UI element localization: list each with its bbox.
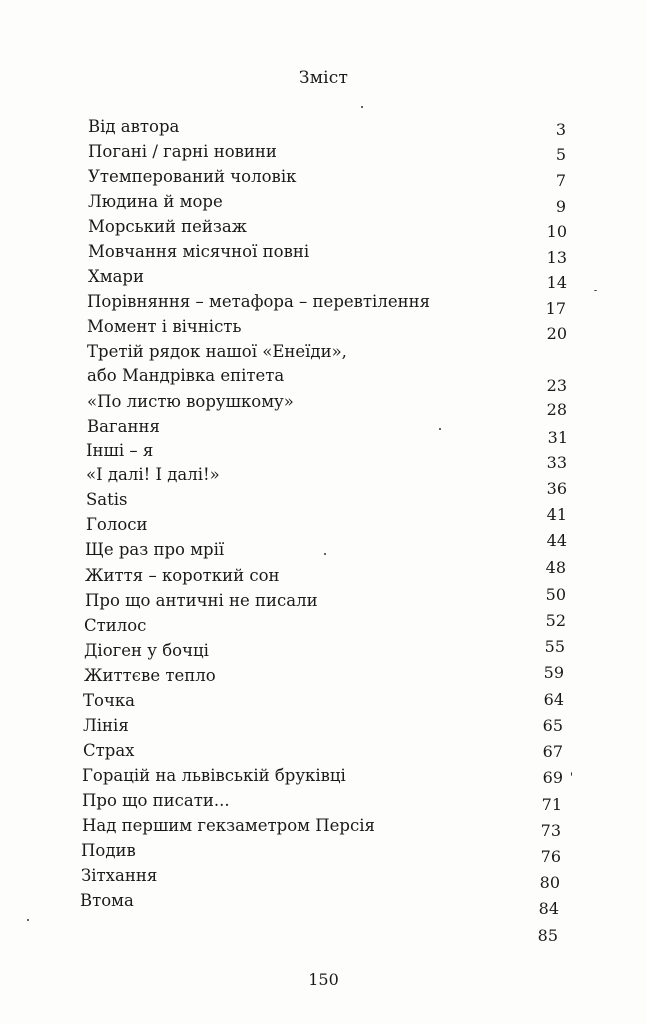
toc-entry-title: Подив bbox=[81, 841, 136, 860]
toc-entry bbox=[88, 215, 588, 241]
toc-entry-title: Життя – короткий сон bbox=[85, 566, 280, 585]
toc-entry-page-number: 52 bbox=[545, 611, 566, 630]
toc-entry-title: Satis bbox=[86, 490, 128, 509]
toc-entry bbox=[88, 165, 588, 191]
toc-entry-title: Порівняння – метафора – перевтілення bbox=[87, 292, 430, 311]
toc-entry bbox=[80, 889, 580, 945]
toc-entry-page-number: 13 bbox=[546, 248, 567, 267]
print-speck bbox=[324, 553, 326, 555]
toc-entry bbox=[88, 115, 588, 141]
toc-entry-title: Точка bbox=[83, 691, 135, 710]
toc-entry-page-number: 14 bbox=[546, 273, 567, 292]
toc-entry-title: Момент і вічність bbox=[87, 317, 242, 336]
toc-entry bbox=[87, 340, 587, 395]
toc-entry-title: Про що античні не писали bbox=[85, 591, 318, 610]
toc-entry-title: Інші – я bbox=[86, 441, 154, 460]
toc-entry-title: Погані / гарні новини bbox=[88, 142, 277, 161]
toc-entry bbox=[88, 190, 588, 216]
toc-entry-title: Вагання bbox=[87, 417, 160, 436]
toc-entry bbox=[87, 315, 587, 341]
toc-entry-title: «І далі! І далі!» bbox=[86, 465, 220, 484]
toc-entry-title: Третій рядок нашої «Енеїди», bbox=[87, 342, 347, 361]
toc-entry-page-number: 41 bbox=[546, 505, 567, 524]
toc-entry-title: Мовчання місячної повні bbox=[88, 242, 310, 261]
toc-entry-title: Стилос bbox=[84, 616, 147, 635]
toc-entry-title: Зітхання bbox=[81, 866, 158, 885]
toc-entry-title: Про що писати... bbox=[82, 791, 230, 810]
toc-entry bbox=[87, 390, 587, 419]
toc-entry bbox=[88, 265, 588, 291]
toc-entry-title-continued: або Мандрівка епітета bbox=[87, 366, 285, 385]
toc-entry bbox=[86, 488, 586, 524]
toc-entry-page-number: 10 bbox=[546, 222, 567, 241]
toc-heading: Зміст bbox=[298, 68, 349, 88]
print-speck bbox=[439, 428, 441, 430]
toc-entry-page-number: 48 bbox=[545, 558, 566, 577]
toc-entry-title: «По листю ворушкому» bbox=[87, 392, 294, 411]
toc-entry-page-number: 20 bbox=[546, 324, 567, 343]
toc-entry-page-number: 44 bbox=[546, 531, 567, 550]
toc-entry bbox=[86, 463, 586, 498]
toc-entry-page-number: 31 bbox=[547, 428, 568, 447]
toc-entry bbox=[88, 140, 588, 166]
toc-entry-page-number: 50 bbox=[545, 585, 566, 604]
toc-entry-page-number: 59 bbox=[543, 663, 564, 682]
toc-entry-title: Страх bbox=[83, 741, 135, 760]
toc-entry-page-number: 5 bbox=[555, 145, 566, 164]
toc-entry-page-number: 33 bbox=[546, 453, 567, 472]
toc-entry-title: Голоси bbox=[86, 515, 148, 534]
toc-entry-title: Від автора bbox=[88, 117, 180, 136]
print-speck bbox=[594, 290, 597, 291]
toc-entry-page-number: 36 bbox=[546, 479, 567, 498]
toc-entry bbox=[88, 240, 588, 266]
toc-entry-page-number: 28 bbox=[546, 400, 567, 419]
page-number: 150 bbox=[308, 970, 339, 989]
print-speck bbox=[571, 772, 572, 776]
toc-entry-page-number: 55 bbox=[544, 637, 565, 656]
toc-entry bbox=[87, 290, 587, 316]
toc-entry-page-number: 23 bbox=[546, 376, 567, 395]
toc-entry-title: Морський пейзаж bbox=[88, 217, 247, 236]
print-speck bbox=[27, 919, 29, 921]
toc-entry-title: Діоген у бочці bbox=[84, 641, 209, 660]
toc-entry-page-number: 80 bbox=[539, 873, 560, 892]
toc-entry-page-number: 3 bbox=[555, 120, 566, 139]
toc-entry-title: Людина й море bbox=[88, 192, 223, 211]
toc-entry-page-number: 76 bbox=[540, 847, 561, 866]
toc-entry-title: Хмари bbox=[88, 267, 144, 286]
toc-entry-title: Над першим гекзаметром Персія bbox=[82, 816, 375, 835]
toc-entry-title: Горацій на львівській бруківці bbox=[82, 766, 346, 785]
toc-entry-page-number: 69 bbox=[542, 768, 563, 787]
print-speck bbox=[361, 106, 363, 108]
toc-entry-page-number: 71 bbox=[541, 795, 562, 814]
toc-entry-page-number: 67 bbox=[542, 742, 563, 761]
toc-entry-page-number: 73 bbox=[540, 821, 561, 840]
toc-entry-title: Втома bbox=[80, 891, 134, 910]
toc-entry-page-number: 9 bbox=[555, 197, 566, 216]
toc-entry-title: Утемперований чоловік bbox=[88, 167, 297, 186]
toc-entry-page-number: 17 bbox=[545, 299, 566, 318]
toc-entry bbox=[87, 415, 587, 447]
toc-entry-page-number: 65 bbox=[542, 716, 563, 735]
toc-entry-title: Життєве тепло bbox=[84, 666, 216, 685]
toc-entry-title: Ще раз про мрії bbox=[85, 540, 225, 559]
toc-entry bbox=[86, 439, 586, 472]
toc-entry-page-number: 85 bbox=[537, 926, 558, 945]
toc-entry-title: Лінія bbox=[83, 716, 129, 735]
toc-entry-page-number: 84 bbox=[538, 899, 559, 918]
toc-entry-page-number: 7 bbox=[555, 171, 566, 190]
toc-entry-page-number: 64 bbox=[543, 690, 564, 709]
